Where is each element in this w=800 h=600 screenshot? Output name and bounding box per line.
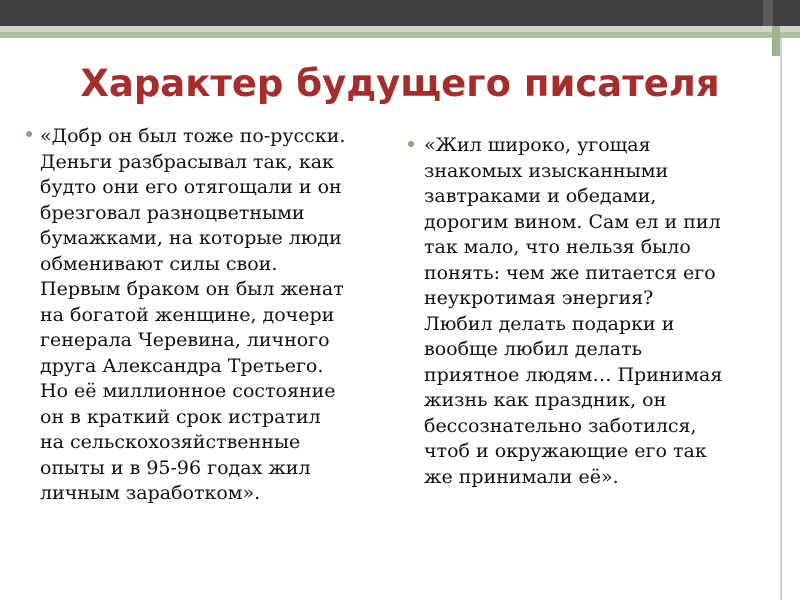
corner-accent <box>772 26 780 56</box>
top-bar <box>0 0 800 26</box>
right-column-text: «Жил широко, угощая знакомых изысканными завтраками и обедами, дорогим вином. Сам ел и пил так мало, что нельзя было понять: чем же питается его неукротимая энергия? Любил делать подарки и вообще любил делать приятное людям… Принимая жизнь как праздник, он бессознательно заботился, чтоб и окружающие его так же принимали её». <box>424 134 723 488</box>
bullet-icon <box>408 141 414 147</box>
top-bar-accent <box>763 0 773 26</box>
bullet-icon <box>26 131 32 137</box>
right-border-line <box>780 38 782 600</box>
left-column-text: «Добр он был тоже по-русски. Деньги разбрасывал так, как будто они его отягощали и он брезговал разноцветными бумажками, на которые люди обменивают силы свои. Первым браком он был женат на богатой женщине, дочери генерала Черевина, личного друга Александра Третьего. Но её миллионное состояние он в краткий срок истратил на сельскохозяйственные опыты и в 95-96 годах жил личным заработком». <box>40 125 346 504</box>
slide-title: Характер будущего писателя <box>80 62 720 105</box>
accent-band <box>0 26 800 38</box>
